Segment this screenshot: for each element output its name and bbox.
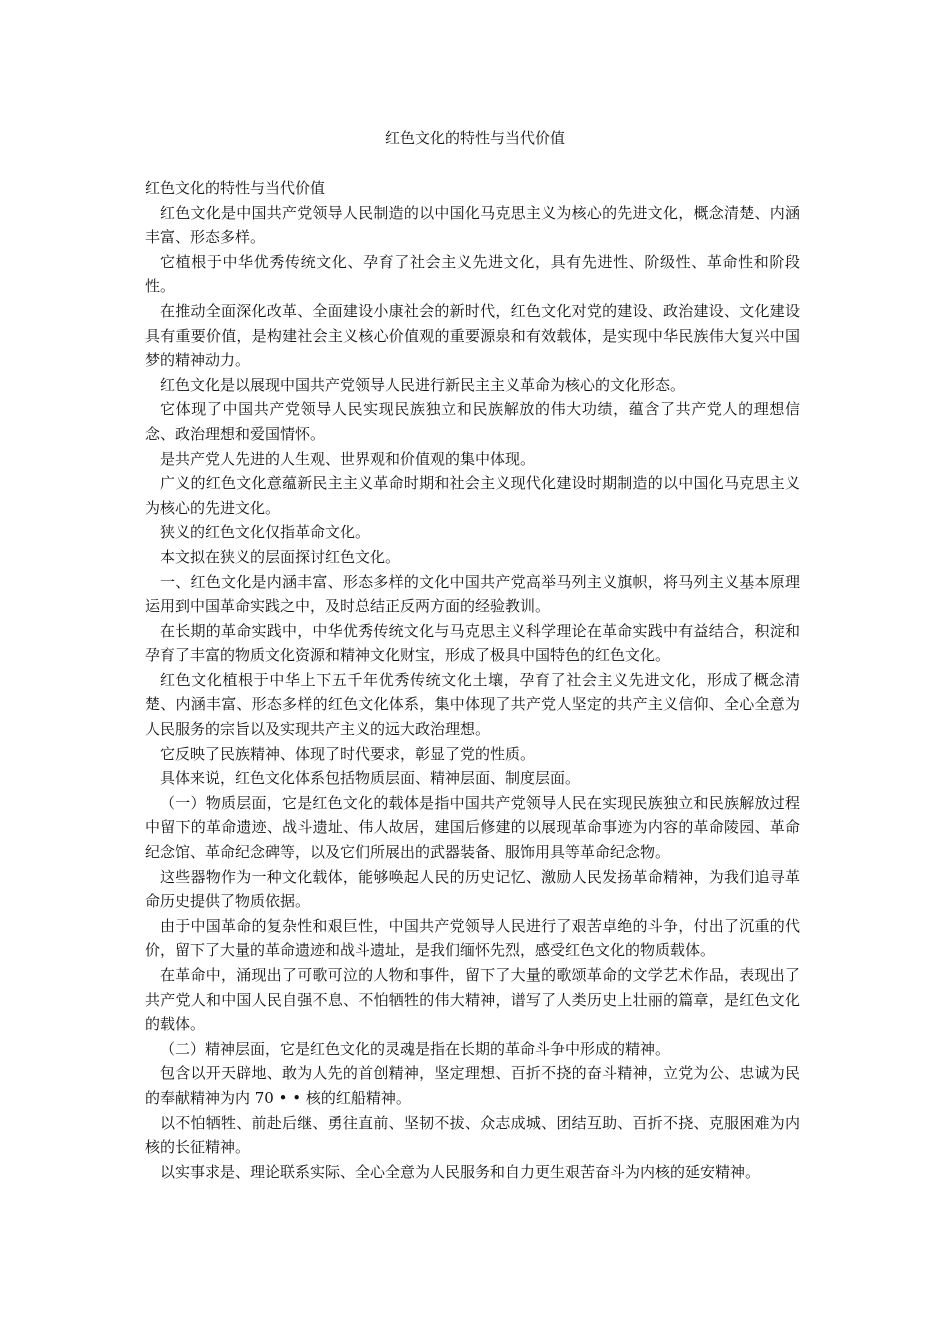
paragraph: 这些器物作为一种文化载体，能够唤起人民的历史记忆、激励人民发扬革命精神，为我们追寻革命历史提供了物质依据。 (145, 867, 800, 911)
paragraph: 红色文化是以展现中国共产党领导人民进行新民主主义革命为核心的文化形态。 (160, 375, 686, 394)
paragraph: 在革命中，涌现出了可歌可泣的人物和事件，留下了大量的歌颂革命的文学艺术作品，表现出了共产党人和中国人民自强不息、不怕牺牲的伟大精神，谱写了人类历史上壮丽的篇章，是红色文化的载体。 (145, 966, 800, 1034)
paragraph: （一）物质层面，它是红色文化的载体是指中国共产党领导人民在实现民族独立和民族解放过程中留下的革命遗迹、战斗遗址、伟人故居，建国后修建的以展现革命事迹为内容的革命陵园、革命纪念馆、革命纪念碑等，以及它们所展出的武器装备、服饰用具等革命纪念物。 (145, 793, 800, 862)
document-title: 红色文化的特性与当代价值 (384, 129, 565, 147)
paragraph: 本文拟在狭义的层面探讨红色文化。 (160, 547, 401, 566)
paragraph: 广义的红色文化意蕴新民主主义革命时期和社会主义现代化建设时期制造的以中国化马克思主义为核心的先进文化。 (145, 474, 800, 517)
paragraph: 由于中国革命的复杂性和艰巨性，中国共产党领导人民进行了艰苦卓绝的斗争，付出了沉重的代价，留下了大量的革命遗迹和战斗遗址，是我们缅怀先烈，感受红色文化的物质载体。 (145, 916, 800, 960)
paragraph: 以不怕牺牲、前赴后继、勇往直前、坚韧不拔、众志成城、团结互助、百折不挠、克服困难为内核的长征精神。 (145, 1113, 800, 1157)
paragraph: 它反映了民族精神、体现了时代要求，彰显了党的性质。 (160, 744, 536, 763)
paragraph: 具体来说，红色文化体系包括物质层面、精神层面、制度层面。 (160, 769, 581, 788)
paragraph: 它植根于中华优秀传统文化、孕育了社会主义先进文化，具有先进性、阶级性、革命性和阶段性。 (145, 252, 800, 296)
paragraph: 红色文化是中国共产党领导人民制造的以中国化马克思主义为核心的先进文化，概念清楚、内涵丰富、形态多样。 (145, 203, 800, 247)
document-subtitle: 红色文化的特性与当代价值 (145, 179, 326, 197)
paragraph: 狭义的红色文化仅指革命文化。 (160, 523, 371, 542)
paragraph: 以实事求是、理论联系实际、全心全意为人民服务和自力更生艰苦奋斗为内核的延安精神。 (160, 1162, 761, 1181)
paragraph: 是共产党人先进的人生观、世界观和价值观的集中体现。 (160, 449, 536, 468)
paragraph: 在推动全面深化改革、全面建设小康社会的新时代，红色文化对党的建设、政治建设、文化建设具有重要价值，是构建社会主义核心价值观的重要源泉和有效载体，是实现中华民族伟大复兴中国梦的精神动力。 (145, 301, 800, 370)
paragraph: 它体现了中国共产党领导人民实现民族独立和民族解放的伟大功绩，蕴含了共产党人的理想信念、政治理想和爱国情怀。 (145, 400, 800, 443)
paragraph: （二）精神层面，它是红色文化的灵魂是指在长期的革命斗争中形成的精神。 (160, 1039, 671, 1058)
paragraph: 包含以开天辟地、敢为人先的首创精神，坚定理想、百折不挠的奋斗精神，立党为公、忠诚为民的奉献精神为内 70 • • 核的红船精神。 (145, 1064, 800, 1107)
paragraph: 一、红色文化是内涵丰富、形态多样的文化中国共产党高举马列主义旗帜，将马列主义基本原理运用到中国革命实践之中，及时总结正反两方面的经验教训。 (145, 572, 800, 616)
paragraph: 红色文化植根于中华上下五千年优秀传统文化土壤，孕育了社会主义先进文化，形成了概念清楚、内涵丰富、形态多样的红色文化体系，集中体现了共产党人坚定的共产主义信仰、全心全意为人民服务的宗旨以及实现共产主义的远大政治理想。 (145, 670, 800, 739)
paragraph: 在长期的革命实践中，中华优秀传统文化与马克思主义科学理论在革命实践中有益结合，积淀和孕育了丰富的物质文化资源和精神文化财宝，形成了极具中国特色的红色文化。 (145, 621, 800, 665)
document-body (145, 176, 800, 1184)
